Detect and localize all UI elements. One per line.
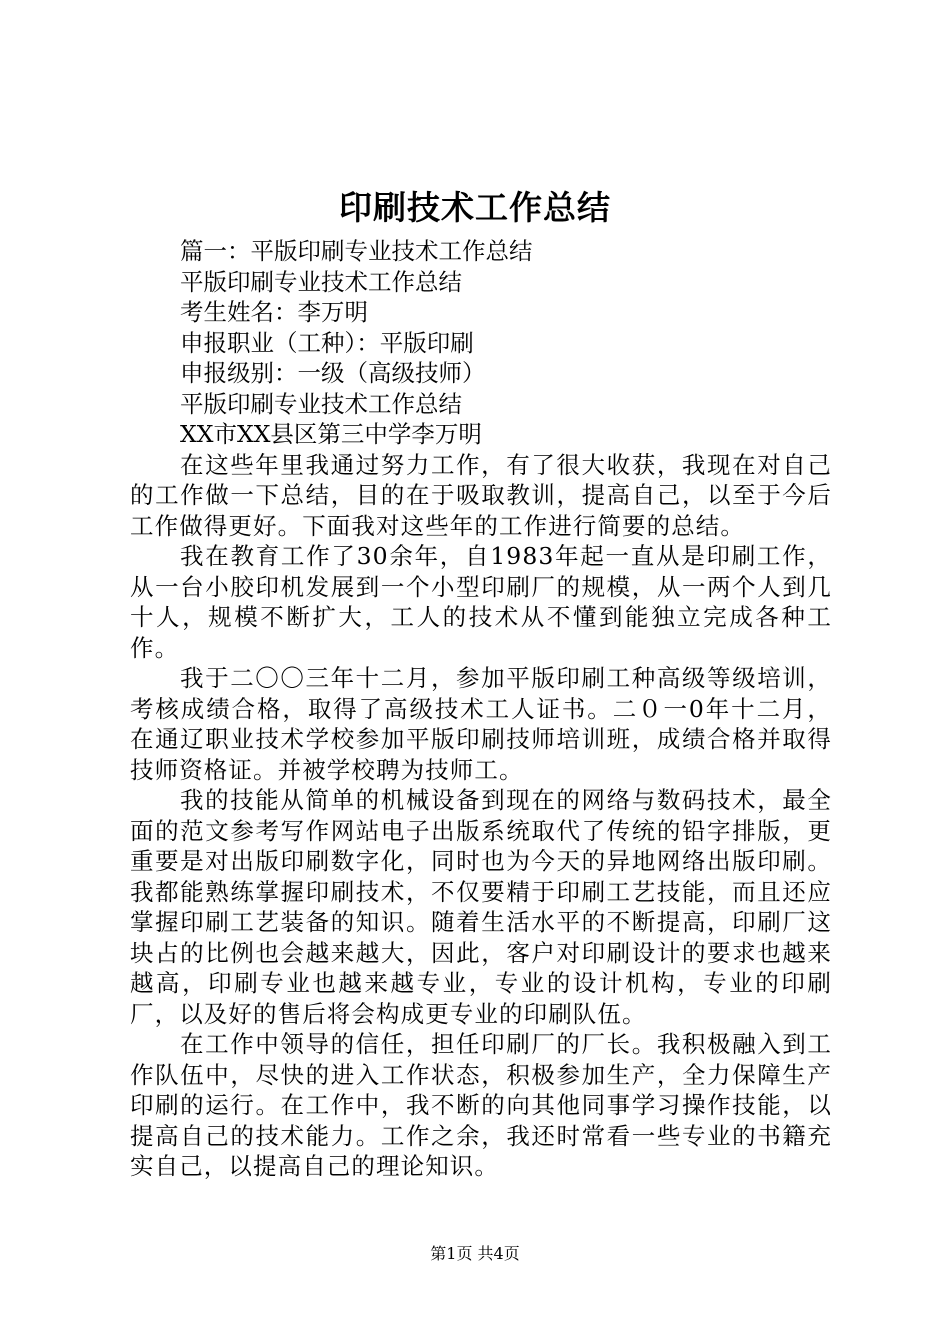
document-body: [130, 236, 832, 1182]
page-number-footer: 第1页 共4页: [430, 1244, 520, 1263]
body-paragraph: 我的技能从简单的机械设备到现在的网络与数码技术，最全面的范文参考写作网站电子出版系统取代了传统的铅字排版，更重要是对出版印刷数字化，同时也为今天的异地网络出版印刷。我都能熟练掌握印刷技术，不仅要精于印刷工艺技能，而且还应掌握印刷工艺装备的知识。随着生活水平的不断提高，印刷厂这块占的比例也会越来越大，因此，客户对印刷设计的要求也越来越高，印刷专业也越来越专业，专业的设计机构，专业的印刷厂，以及好的售后将会构成更专业的印刷队伍。: [130, 786, 832, 1028]
body-paragraph: 我于二〇〇三年十二月，参加平版印刷工种高级等级培训，考核成绩合格，取得了高级技术工人证书。二０一0年十二月，在通辽职业技术学校参加平版印刷技师培训班，成绩合格并取得技师资格证。并被学校聘为技师工。: [130, 664, 832, 784]
body-paragraph: 在工作中领导的信任，担任印刷厂的厂长。我积极融入到工作队伍中，尽快的进入工作状态，积极参加生产，全力保障生产印刷的运行。在工作中，我不断的向其他同事学习操作技能，以提高自己的技术能力。工作之余，我还时常看一些专业的书籍充实自己，以提高自己的理论知识。: [130, 1030, 832, 1180]
body-paragraph: 我在教育工作了30余年，自1983年起一直从是印刷工作，从一台小胶印机发展到一个小型印刷厂的规模，从一两个人到几十人，规模不断扩大，工人的技术从不懂到能独立完成各种工作。: [130, 542, 832, 662]
author-line: XX市XX县区第三中学李万明: [180, 420, 482, 448]
occupation-line: 申报职业（工种）：平版印刷: [180, 328, 474, 357]
subtitle-line: 平版印刷专业技术工作总结: [180, 267, 462, 296]
subtitle-line-repeat: 平版印刷专业技术工作总结: [180, 389, 462, 418]
section-heading: 篇一：平版印刷专业技术工作总结: [180, 237, 533, 265]
body-paragraph: 在这些年里我通过努力工作，有了很大收获，我现在对自己的工作做一下总结，目的在于吸取教训，提高自己，以至于今后工作做得更好。下面我对这些年的工作进行简要的总结。: [130, 450, 832, 540]
document-title: 印刷技术工作总结: [339, 188, 611, 227]
candidate-name-line: 考生姓名：李万明: [180, 298, 368, 326]
level-line: 申报级别：一级（高级技师）: [180, 359, 486, 387]
